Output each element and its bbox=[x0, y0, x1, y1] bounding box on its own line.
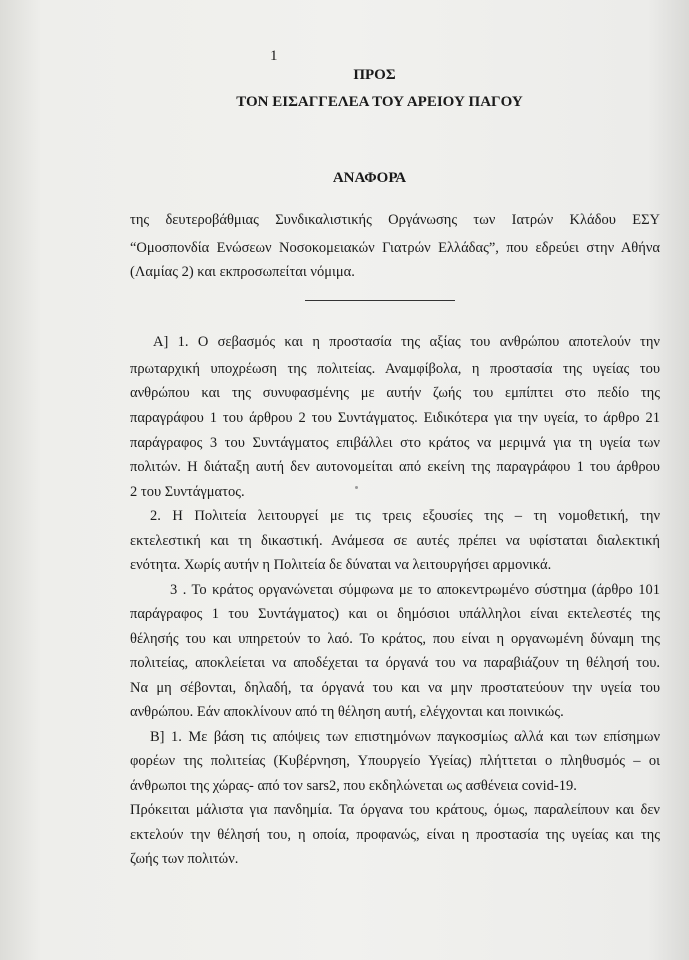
document-title: ΑΝΑΦΟΡΑ bbox=[332, 170, 407, 186]
paragraph-line: ανθρώπου και της συνυφασμένης με αυτήν ζωής του εμπίπτει στο πεδίο της bbox=[130, 385, 660, 401]
divider bbox=[305, 300, 455, 301]
intro-line: της δευτεροβάθμιας Συνδικαλιστικής Οργάνωσης των Ιατρών Κλάδου ΕΣΥ bbox=[130, 212, 660, 228]
paragraph-line: φορέων της πολιτείας (Κυβέρνηση, Υπουργείο Υγείας) πλήττεται ο πληθυσμός – οι bbox=[130, 753, 660, 769]
paragraph-line: άνθρωποι της χώρας- από τον sars2, που εκδηλώνεται ως ασθένεια covid-19. bbox=[130, 778, 577, 794]
paragraph-line: παραγράφου 1 του άρθρου 2 του Συντάγματος. Ειδικότερα για την υγεία, το άρθρο 21 bbox=[130, 410, 660, 426]
paragraph-line: εκτελούν την θέλησή του, η οποία, προφανώς, είναι η προστασία της υγείας και της bbox=[130, 827, 660, 843]
paragraph-line: Πρόκειται μάλιστα για πανδημία. Τα όργανα του κράτους, όμως, παραλείπουν και δεν bbox=[130, 802, 660, 818]
paper-speck bbox=[355, 486, 358, 489]
paragraph-line: πολιτείας, αποκλείεται να αποδέχεται τα όργανά του να παραβιάζουν τη θέλησή του. bbox=[130, 655, 660, 671]
paragraph-line: θέλησής του και υπηρετούν το λαό. Το κράτος, που είναι η οργανωμένη δύναμη της bbox=[130, 631, 660, 647]
heading-to: ΠΡΟΣ bbox=[353, 67, 396, 83]
paragraph-line: πολιτών. Η διάταξη αυτή δεν αυτονομείται από εκείνη της παραγράφου 1 του άρθρου bbox=[130, 459, 660, 475]
paragraph-line: Α] 1. Ο σεβασμός και η προστασία της αξίας του ανθρώπου αποτελούν την bbox=[153, 334, 660, 350]
paragraph-line: πρωταρχική υποχρέωση της πολιτείας. Αναμφίβολα, η προστασία της υγείας του bbox=[130, 361, 660, 377]
page-number: 1 bbox=[270, 48, 278, 64]
paragraph-line: παράγραφος 1 του Συντάγματος) και οι δημόσιοι υπάλληλοι είναι εκτελεστές της bbox=[130, 606, 660, 622]
paragraph-line: ενότητα. Χωρίς αυτήν η Πολιτεία δε δύναται να λειτουργήσει αρμονικά. bbox=[130, 557, 552, 573]
paragraph-line: ζωής των πολιτών. bbox=[130, 851, 239, 867]
paragraph-line: Να μη σέβονται, δηλαδή, τα όργανά του και να μην προστατεύουν την υγεία του bbox=[130, 680, 660, 696]
paragraph-line: Β] 1. Με βάση τις απόψεις των επιστημόνων παγκοσμίως αλλά και των επίσημων bbox=[150, 729, 660, 745]
intro-line: “Ομοσπονδία Ενώσεων Νοσοκομειακών Γιατρών Ελλάδας”, που εδρεύει στην Αθήνα bbox=[130, 240, 660, 256]
paragraph-line: 2 του Συντάγματος. bbox=[130, 484, 245, 500]
paragraph-line: εκτελεστική και τη δικαστική. Ανάμεσα σε αυτές πρέπει να υφίσταται διαλεκτική bbox=[130, 533, 660, 549]
paragraph-line: 2. Η Πολιτεία λειτουργεί με τις τρεις εξουσίες της – τη νομοθετική, την bbox=[150, 508, 660, 524]
paragraph-line: 3 . Το κράτος οργανώνεται σύμφωνα με το αποκεντρωμένο σύστημα (άρθρο 101 bbox=[170, 582, 660, 598]
paragraph-line: παράγραφος 3 του Συντάγματος επιβάλλει στο κράτος να μεριμνά για τη υγεία των bbox=[130, 435, 660, 451]
heading-recipient: ΤΟΝ ΕΙΣΑΓΓΕΛΕΑ ΤΟΥ ΑΡΕΙΟΥ ΠΑΓΟΥ bbox=[236, 94, 523, 110]
paragraph-line: ανθρώπου. Εάν αποκλίνουν από τη θέληση αυτή, ελέγχονται και ποινικώς. bbox=[130, 704, 564, 720]
intro-line: (Λαμίας 2) και εκπροσωπείται νόμιμα. bbox=[130, 264, 355, 280]
